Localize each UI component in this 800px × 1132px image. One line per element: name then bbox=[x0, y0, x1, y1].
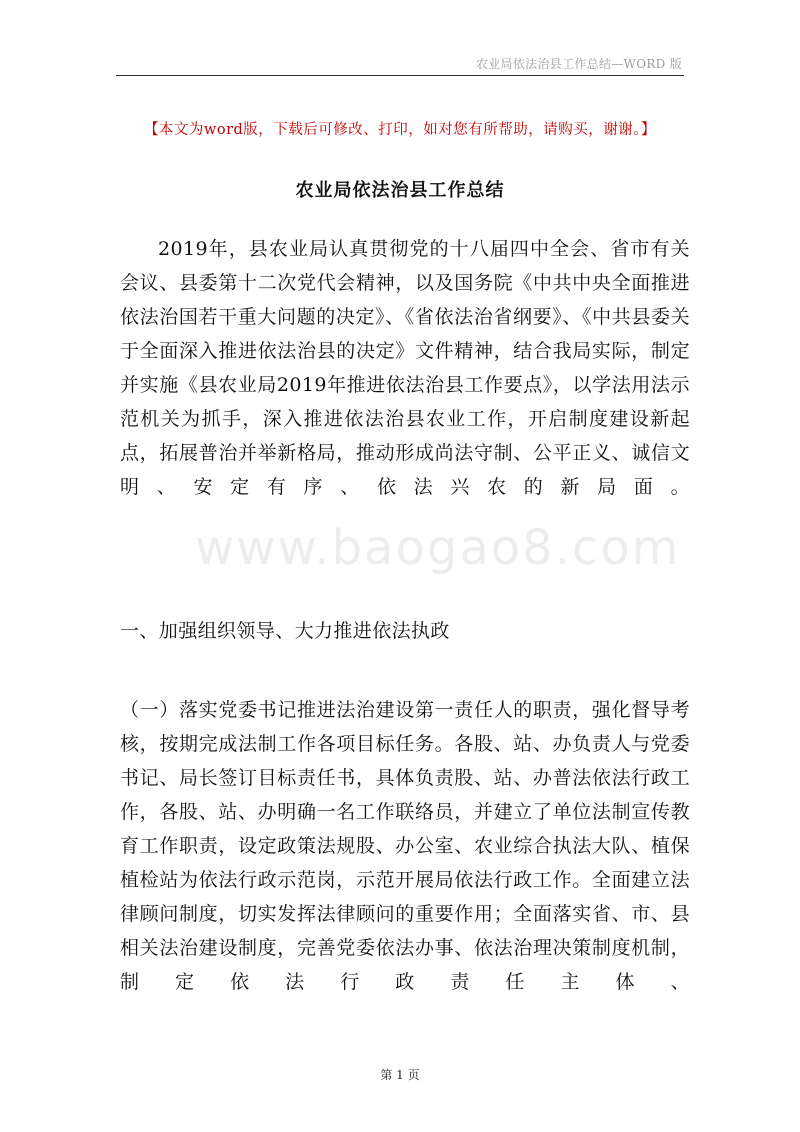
document-title: 农业局依法治县工作总结 bbox=[295, 180, 505, 201]
intro-paragraph: 2019年，县农业局认真贯彻党的十八届四中全会、省市有关会议、县委第十二次党代会精神，以及国务院《中共中央全面推进依法治国若干重大问题的决定》、《省依法治省纲要》、《中共县委关于全面深入推进依法治县的决定》文件精神，结合我局实际，制定并实施《县农业局2019年推进依法治县工作要点》，以学法用法示范机关为抓手，深入推进依法治县农业工作，开启制度建设新起点，拓展普治并举新格局，推动形成尚法守制、公平正义、诚信文明、安定有序、依法兴农的新局面。 bbox=[120, 238, 690, 498]
page-number: 第 1 页 bbox=[380, 1068, 420, 1082]
body-paragraph: （一）落实党委书记推进法治建设第一责任人的职责，强化督导考核，按期完成法制工作各项目标任务。各股、站、办负责人与党委书记、局长签订目标责任书，具体负责股、站、办普法依法行政工作，各股、站、办明确一名工作联络员，并建立了单位法制宣传教育工作职责，设定政策法规股、办公室、农业综合执法大队、植保植检站为依法行政示范岗，示范开展局依法行政工作。全面建立法律顾问制度，切实发挥法律顾问的重要作用；全面落实省、市、县相关法治建设制度，完善党委依法办事、依法治理决策制度机制，制定依法行政责任主体、 bbox=[120, 699, 690, 993]
download-notice: 【本文为word版，下载后可修改、打印，如对您有所帮助，请购买，谢谢。】 bbox=[143, 122, 657, 138]
running-header: 农业局依法治县工作总结—WORD 版 bbox=[475, 57, 682, 71]
header-divider bbox=[116, 75, 684, 76]
watermark: www.baogao8.com bbox=[195, 520, 681, 576]
section-heading: 一、加强组织领导、大力推进依法执政 bbox=[120, 620, 450, 642]
